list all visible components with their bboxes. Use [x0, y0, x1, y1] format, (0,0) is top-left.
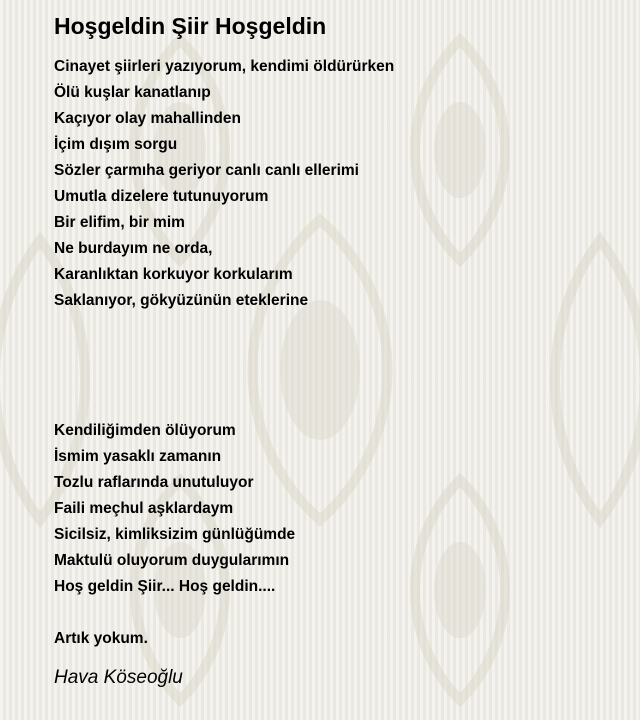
- poem-line: İsmim yasaklı zamanın: [54, 448, 222, 465]
- poem-line: Umutla dizelere tutunuyorum: [54, 188, 269, 205]
- poem-line: Kendiliğimden ölüyorum: [54, 422, 236, 439]
- poem-line: Sicilsiz, kimliksizim günlüğümde: [54, 526, 296, 543]
- stanza-spacer: [54, 314, 624, 418]
- poem-line: Artık yokum.: [54, 630, 148, 647]
- stanza-1: [54, 54, 624, 314]
- poem-line: Tozlu raflarında unutuluyor: [54, 474, 254, 491]
- poem-line: Sözler çarmıha geriyor canlı canlı ellerimi: [54, 162, 359, 179]
- poem-line: Ne burdayım ne orda,: [54, 240, 213, 257]
- stanza-spacer: [54, 600, 624, 626]
- poem-line: İçim dışım sorgu: [54, 136, 178, 153]
- stanza-3: [54, 626, 624, 652]
- stanza-2: [54, 418, 624, 600]
- poem-line: Cinayet şiirleri yazıyorum, kendimi öldürürken: [54, 58, 395, 75]
- poem-line: Faili meçhul aşklardaym: [54, 500, 234, 517]
- poem-line: Karanlıktan korkuyor korkularım: [54, 266, 293, 283]
- poem-line: Ölü kuşlar kanatlanıp: [54, 84, 211, 101]
- poem-container: [54, 10, 624, 692]
- poem-line: Maktulü oluyorum duygularımın: [54, 552, 290, 569]
- poem-title: Hoşgeldin Şiir Hoşgeldin: [54, 13, 327, 39]
- poem-line: Saklanıyor, gökyüzünün eteklerine: [54, 292, 309, 309]
- poem-line: Bir elifim, bir mim: [54, 214, 185, 231]
- poem-line: Kaçıyor olay mahallinden: [54, 110, 241, 127]
- poem-author: Hava Köseoğlu: [54, 667, 183, 688]
- poem-line: Hoş geldin Şiir... Hoş geldin....: [54, 578, 276, 595]
